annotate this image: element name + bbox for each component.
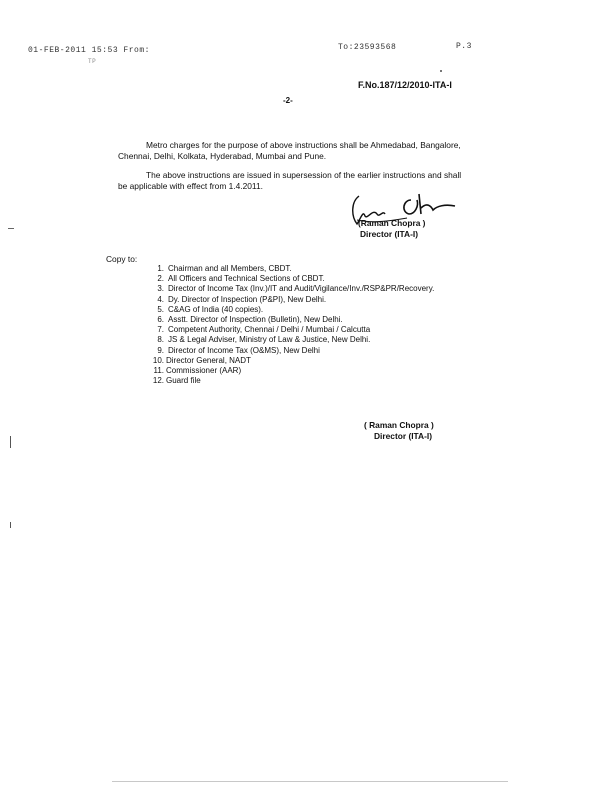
paragraph-text: Metro charges for the purpose of above instructions shall be Ahmedabad, Bangalore, Chennai, Delhi, Kolkata, Hyderabad, Mumbai and Pune. xyxy=(118,140,461,161)
list-item: 10. Director General, NADT xyxy=(152,355,251,365)
list-item: 7. Competent Authority, Chennai / Delhi / Mumbai / Calcutta xyxy=(157,325,371,335)
paragraph-metro-charges xyxy=(118,140,466,162)
scan-margin-mark xyxy=(10,522,11,528)
page-bottom-edge xyxy=(112,781,508,782)
list-item: 1. Chairman and all Members, CBDT. xyxy=(157,264,292,273)
copy-to-list xyxy=(144,264,438,386)
fax-header-to: To:23593568 xyxy=(338,43,397,52)
file-number: F.No.187/12/2010-ITA-I xyxy=(358,80,452,90)
list-item: 6. Asstt. Director of Inspection (Bulletin), New Delhi. xyxy=(157,315,343,325)
paragraph-supersession xyxy=(118,170,466,192)
signatory-designation: Director (ITA-I) xyxy=(360,229,419,239)
scan-speck xyxy=(440,70,442,72)
list-item: 11. Commissioner (AAR) xyxy=(153,366,242,376)
list-item: 2. All Officers and Technical Sections of CBDT. xyxy=(157,274,325,284)
paragraph-text: The above instructions are issued in supersession of the earlier instructions and shall be applicable with effect from 1.4.2011. xyxy=(118,170,462,191)
signatory-name: (Raman Chopra ) xyxy=(358,218,426,228)
copy-to-label: Copy to: xyxy=(106,254,138,264)
fax-header-datetime: 01-FEB-2011 15:53 From: xyxy=(28,46,150,55)
signature-block-top xyxy=(358,218,425,240)
list-item: 3. Director of Income Tax (Inv.)/IT and Audit/Vigilance/Inv./RSP&PR/Recovery. xyxy=(157,284,435,294)
list-item: 4. Dy. Director of Inspection (P&PI), New Delhi. xyxy=(157,294,327,304)
list-item: 8. JS & Legal Adviser, Ministry of Law & Justice, New Delhi. xyxy=(157,335,371,345)
list-item: 9. Director of Income Tax (O&MS), New Delhi xyxy=(157,345,320,355)
list-item: 5. C&AG of India (40 copies). xyxy=(157,304,264,314)
signatory-name: ( Raman Chopra ) xyxy=(364,420,434,430)
scan-margin-mark xyxy=(8,228,14,229)
signature-block-bottom xyxy=(364,420,434,442)
list-item: 12. Guard file xyxy=(152,376,201,386)
signatory-designation: Director (ITA-I) xyxy=(374,431,433,441)
page-number: -2- xyxy=(283,96,293,105)
scan-margin-mark xyxy=(10,436,11,448)
fax-header-sub: TP xyxy=(88,58,97,65)
fax-header-page: P.3 xyxy=(456,42,472,51)
